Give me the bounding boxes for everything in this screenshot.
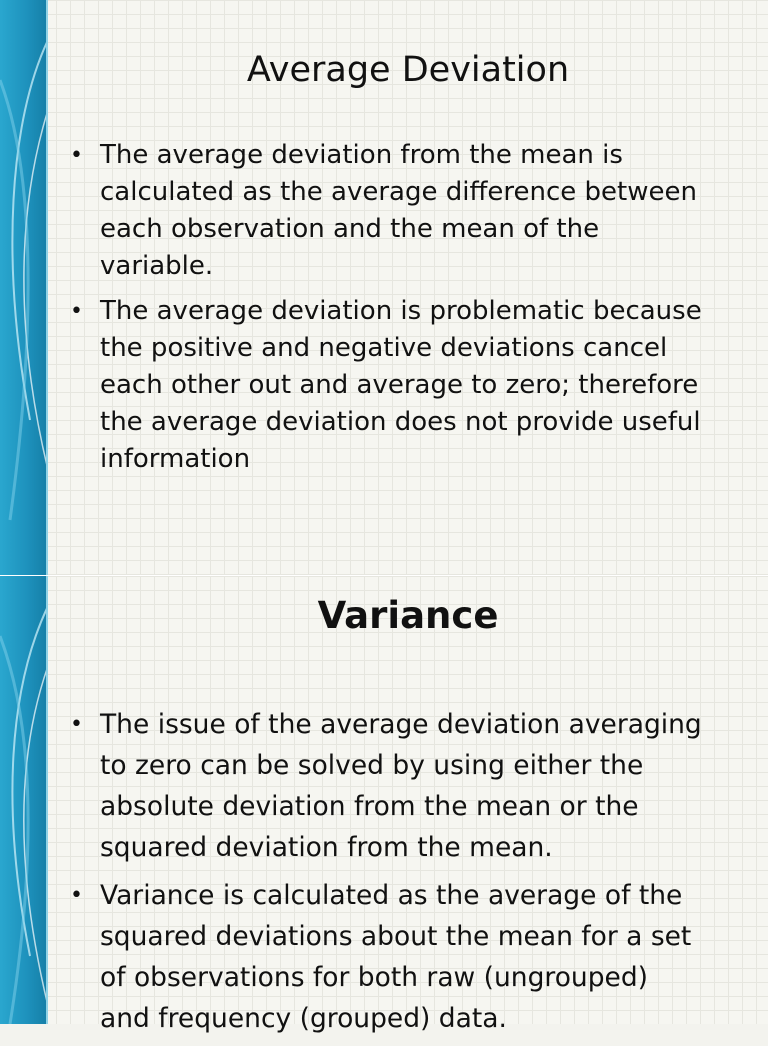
bullet-text: The issue of the average deviation averaging to zero can be solved by using either the absolute deviation from the mean or the squared deviation from the mean. [100, 709, 702, 863]
bullet-dot: • [70, 299, 83, 324]
list-item [0, 704, 768, 868]
list-item [0, 293, 768, 478]
bullet-text: The average deviation is problematic because the positive and negative deviations cancel each other out and average to zero; therefore the average deviation does not provide useful information [100, 296, 702, 474]
bullet-dot: • [70, 883, 83, 908]
bullet-list [0, 704, 768, 1046]
bullet-text: The average deviation from the mean is calculated as the average difference between each observation and the mean of the variable. [100, 140, 697, 281]
list-item [0, 137, 768, 285]
slide-title: Average Deviation [246, 50, 570, 90]
slide-title: Variance [317, 594, 499, 637]
bullet-dot: • [70, 712, 83, 737]
list-item [0, 875, 768, 1039]
bullet-dot: • [70, 143, 83, 168]
bullet-text: Variance is calculated as the average of the squared deviations about the mean for a set of observations for both raw (ungrouped) and frequency (grouped) data. [100, 880, 692, 1034]
bullet-list [0, 137, 768, 486]
